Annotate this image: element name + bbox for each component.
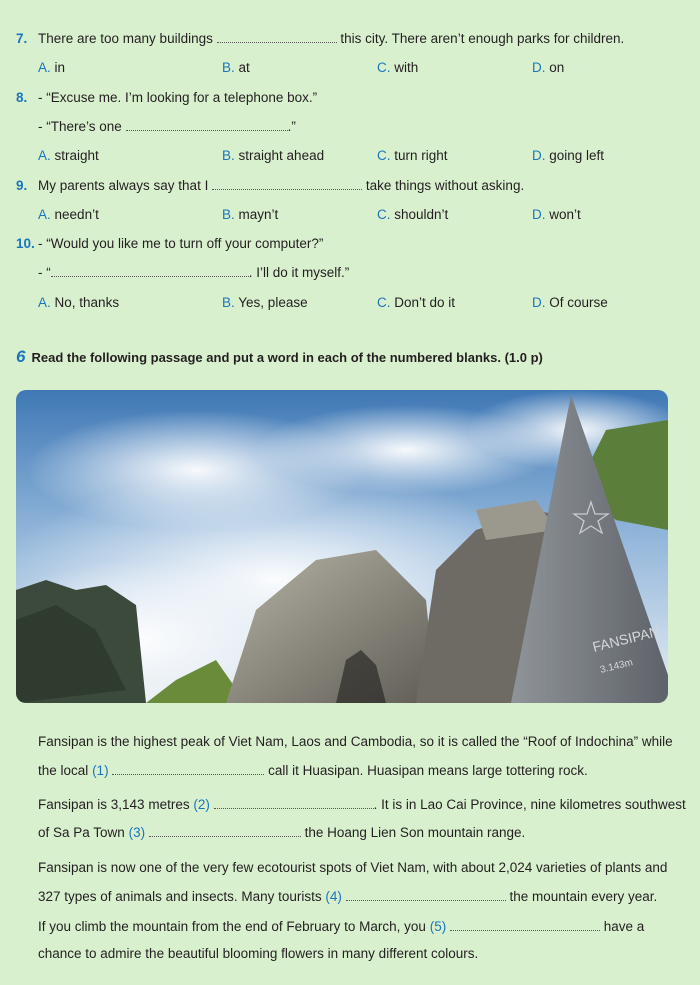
blank-number-4: (4) xyxy=(325,889,342,904)
answer-blank[interactable] xyxy=(51,262,249,277)
section-instruction: Read the following passage and put a word in each of the numbered blanks. (1.0 p) xyxy=(31,350,543,365)
passage-line: Fansipan is now one of the very few ecotourist spots of Viet Nam, with about 2,024 varieties of plants and xyxy=(38,860,668,875)
blank-number-3: (3) xyxy=(128,825,146,840)
option-d[interactable]: D. on xyxy=(532,60,565,75)
mountain-summit-illustration xyxy=(16,390,668,703)
blank-number-1: (1) xyxy=(92,763,109,778)
passage-line: of Sa Pa Town (3) the Hoang Lien Son mountain range. xyxy=(38,822,525,843)
options-9 xyxy=(0,204,700,226)
question-number: 8. xyxy=(16,90,28,105)
option-c[interactable]: C. Don’t do it xyxy=(377,295,456,310)
section-heading xyxy=(16,347,543,367)
question-8 xyxy=(0,87,700,109)
blank-number-5: (5) xyxy=(429,919,447,934)
answer-blank-1[interactable] xyxy=(112,760,264,775)
option-a[interactable]: A. in xyxy=(38,60,66,75)
question-text: - “Would you like me to turn off your computer?” xyxy=(38,236,324,251)
question-number: 7. xyxy=(16,31,28,46)
question-7 xyxy=(0,28,700,50)
question-text: - “Excuse me. I’m looking for a telephone box.” xyxy=(38,90,318,105)
option-b[interactable]: B. at xyxy=(222,60,250,75)
question-10 xyxy=(0,233,700,255)
question-number: 10. xyxy=(16,236,35,251)
options-8 xyxy=(0,145,700,167)
sign-name: FANSIPAN xyxy=(590,622,661,655)
blank-number-2: (2) xyxy=(193,797,210,812)
fansipan-photo xyxy=(16,390,668,703)
option-d[interactable]: D. Of course xyxy=(532,295,608,310)
question-8-response: - “There’s one .” xyxy=(0,116,700,138)
passage-line: the local (1) call it Huasipan. Huasipan means large tottering rock. xyxy=(38,760,588,781)
answer-blank-2[interactable] xyxy=(214,794,374,809)
question-number: 9. xyxy=(16,178,28,193)
section-number: 6 xyxy=(16,347,26,366)
passage-line: Fansipan is 3,143 metres (2) . It is in Lao Cai Province, nine kilometres southwest xyxy=(38,794,686,815)
sign-height: 3.143m xyxy=(599,657,635,676)
option-a[interactable]: A. No, thanks xyxy=(38,295,120,310)
option-a[interactable]: A. needn’t xyxy=(38,207,99,222)
passage-line: Fansipan is the highest peak of Viet Nam, Laos and Cambodia, so it is called the “Roof of Indochina” while xyxy=(38,734,673,749)
option-c[interactable]: C. turn right xyxy=(377,148,448,163)
option-d[interactable]: D. going left xyxy=(532,148,605,163)
option-c[interactable]: C. shouldn’t xyxy=(377,207,449,222)
option-b[interactable]: B. straight ahead xyxy=(222,148,325,163)
answer-blank[interactable] xyxy=(126,116,288,131)
option-c[interactable]: C. with xyxy=(377,60,419,75)
question-9 xyxy=(0,175,700,197)
question-text: My parents always say that I take things without asking. xyxy=(38,175,524,197)
answer-blank[interactable] xyxy=(212,175,362,190)
question-text: There are too many buildings this city. There aren’t enough parks for children. xyxy=(38,28,624,50)
passage-line: If you climb the mountain from the end of February to March, you (5) have a xyxy=(38,916,644,937)
options-10 xyxy=(0,292,700,314)
answer-blank-4[interactable] xyxy=(346,886,506,901)
passage-line: chance to admire the beautiful blooming flowers in many different colours. xyxy=(38,946,479,961)
passage-line: 327 types of animals and insects. Many tourists (4) the mountain every year. xyxy=(38,886,657,907)
answer-blank-3[interactable] xyxy=(149,822,301,837)
option-b[interactable]: B. mayn’t xyxy=(222,207,279,222)
options-7 xyxy=(0,57,700,79)
option-d[interactable]: D. won’t xyxy=(532,207,581,222)
answer-blank[interactable] xyxy=(217,28,337,43)
answer-blank-5[interactable] xyxy=(450,916,600,931)
question-10-response: - “ . I’ll do it myself.” xyxy=(0,262,700,284)
option-b[interactable]: B. Yes, please xyxy=(222,295,308,310)
option-a[interactable]: A. straight xyxy=(38,148,99,163)
